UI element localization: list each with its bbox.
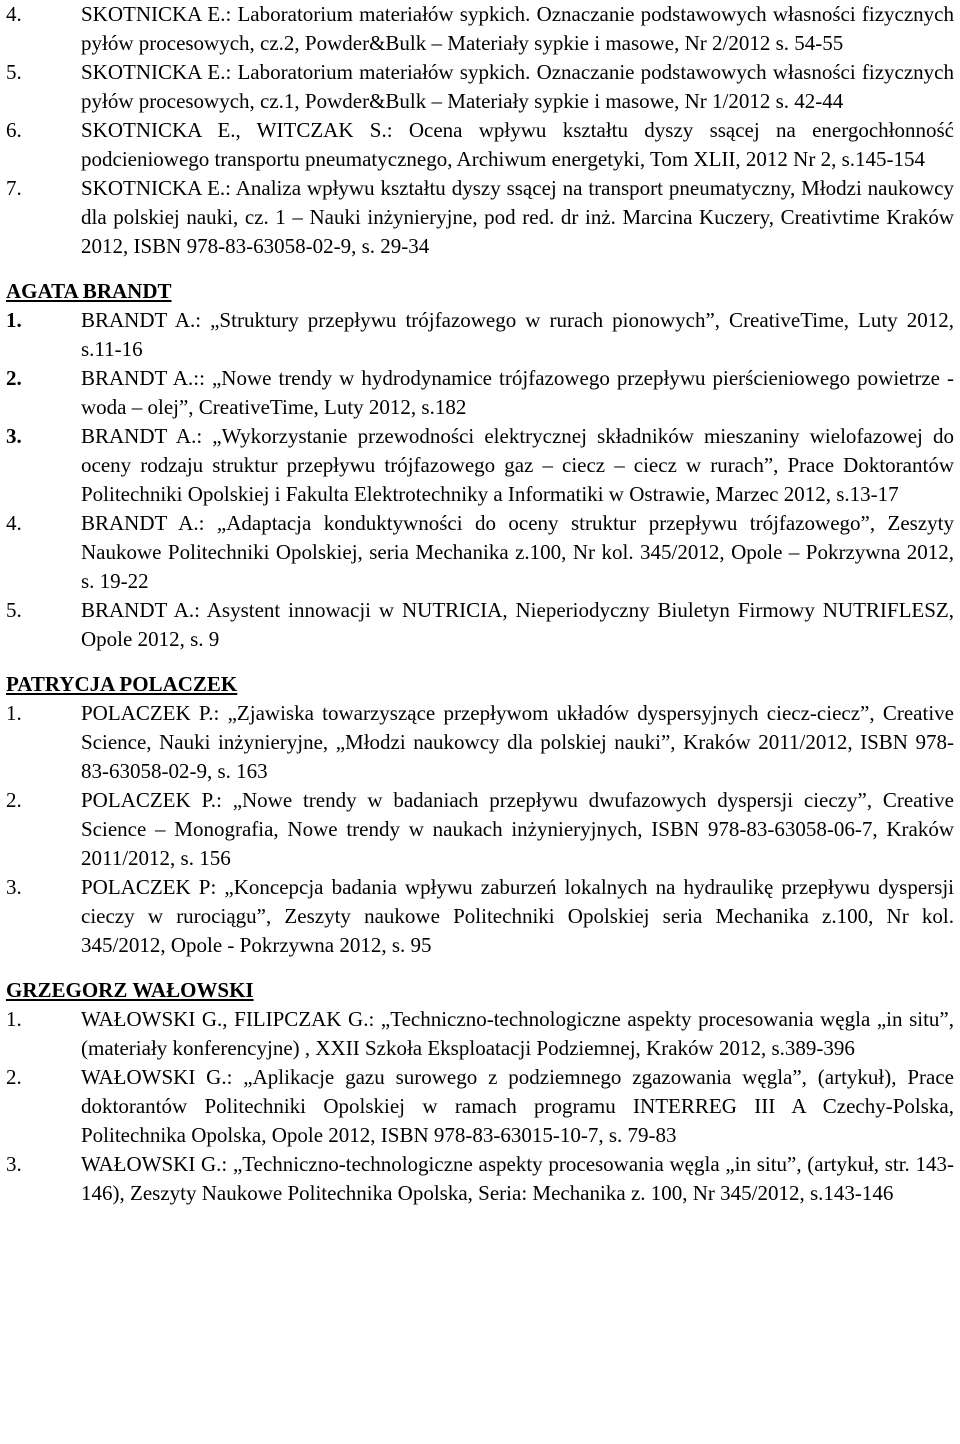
entry-text: : „Aplikacje gazu surowego z podziemnego zgazowania węgla”, (artykuł), Prace doktorantów Politechniki Opolskiej w ramach programu INTERREG III A Czechy-Polska, Politechnika Opolska, Opole 2012, ISBN 978-83-63015-10-7, s. 79-83 <box>81 1065 955 1147</box>
entry-author: BRANDT A. <box>81 511 199 535</box>
entry-number: 4. <box>6 2 22 26</box>
entry-number: 4. <box>6 511 22 535</box>
entry-author: WAŁOWSKI G., FILIPCZAK G. <box>81 1007 369 1031</box>
publication-entry <box>6 699 954 786</box>
entry-number: 5. <box>6 598 22 622</box>
publication-entry <box>6 509 954 596</box>
entry-text: : „Struktury przepływu trójfazowego w rurach pionowych”, CreativeTime, Luty 2012, s.11-16 <box>81 308 954 361</box>
entry-text: : „Koncepcja badania wpływu zaburzeń lokalnych na hydraulikę przepływu dyspersji cieczy w rurociągu”, Zeszyty naukowe Politechniki Opolskiej seria Mechanika z.100, Nr kol. 345/2012, Opole - Pokrzywna 2012, s. 95 <box>81 875 954 957</box>
entry-author: BRANDT A. <box>81 598 195 622</box>
entry-number: 2. <box>6 366 22 390</box>
entry-author: POLACZEK P <box>81 875 211 899</box>
entry-text: : Ocena wpływu kształtu dyszy ssącej na energochłonność podcieniowego transportu pneumatycznego, Archiwum energetyki, Tom XLII, 2012 Nr 2, s.145-154 <box>81 118 954 171</box>
entry-author: WAŁOWSKI G. <box>81 1152 222 1176</box>
entry-number: 2. <box>6 788 22 812</box>
entry-number: 3. <box>6 1152 22 1176</box>
entry-number: 5. <box>6 60 22 84</box>
entry-text: : „Techniczno-technologiczne aspekty procesowania węgla „in situ”, (materiały konferencyjne) , XXII Szkoła Eksploatacji Podziemnej, Kraków 2012, s.389-396 <box>81 1007 955 1060</box>
entry-number: 1. <box>6 308 22 332</box>
section-spacer <box>6 654 954 670</box>
entry-number: 1. <box>6 1007 22 1031</box>
entry-text: : Asystent innowacji w NUTRICIA, Nieperiodyczny Biuletyn Firmowy NUTRIFLESZ, Opole 2012, s. 9 <box>81 598 954 651</box>
publication-entry <box>6 1063 954 1150</box>
entry-author: WAŁOWSKI G. <box>81 1065 227 1089</box>
entry-number: 1. <box>6 701 22 725</box>
entry-author: SKOTNICKA E., WITCZAK S. <box>81 118 387 142</box>
entry-author: POLACZEK P. <box>81 701 214 725</box>
entry-author: BRANDT A. <box>81 308 196 332</box>
publication-entry <box>6 58 954 116</box>
section-heading: GRZEGORZ WAŁOWSKI <box>6 978 254 1002</box>
entry-number: 6. <box>6 118 22 142</box>
publication-entry <box>6 1150 954 1208</box>
section-spacer <box>6 960 954 976</box>
entry-author: SKOTNICKA E. <box>81 176 226 200</box>
entry-text: : „Zjawiska towarzyszące przepływom układów dyspersyjnych ciecz-ciecz”, Creative Science, Nauki inżynieryjne, „Młodzi naukowcy dla polskiej nauki”, Kraków 2011/2012, ISBN 978-83-63058-02-9, s. 163 <box>81 701 954 783</box>
entry-text: :: „Nowe trendy w hydrodynamice trójfazowego przepływu pierścieniowego powietrze - woda – olej”, CreativeTime, Luty 2012, s.182 <box>81 366 955 419</box>
publication-entry <box>6 364 954 422</box>
entry-number: 7. <box>6 176 22 200</box>
publication-entry <box>6 873 954 960</box>
publication-entry <box>6 596 954 654</box>
publication-entry <box>6 1005 954 1063</box>
entry-author: BRANDT A. <box>81 424 197 448</box>
entry-text: : Laboratorium materiałów sypkich. Oznaczanie podstawowych własności fizycznych pyłów procesowych, cz.2, Powder&Bulk – Materiały sypkie i masowe, Nr 2/2012 s. 54-55 <box>81 2 954 55</box>
publication-entry <box>6 422 954 509</box>
publication-list-skotnicka <box>6 0 954 261</box>
section-heading: PATRYCJA POLACZEK <box>6 672 238 696</box>
entry-text: : „Adaptacja konduktywności do oceny struktur przepływu trójfazowego”, Zeszyty Naukowe Politechniki Opolskiej, seria Mechanika z.100, Nr kol. 345/2012, Opole – Pokrzywna 2012, s. 19-22 <box>81 511 954 593</box>
entry-text: : „Techniczno-technologiczne aspekty procesowania węgla „in situ”, (artykuł, str. 143-146), Zeszyty Naukowe Politechnika Opolska, Seria: Mechanika z. 100, Nr 345/2012, s.143-146 <box>81 1152 954 1205</box>
section-polaczek <box>6 670 954 960</box>
entry-author: BRANDT A. <box>81 366 194 390</box>
entry-number: 2. <box>6 1065 22 1089</box>
entry-number: 3. <box>6 424 22 448</box>
entry-text: : „Wykorzystanie przewodności elektrycznej składników mieszaniny wielofazowej do oceny rodzaju struktur przepływu trójfazowego gaz – ciecz – ciecz w rurach”, Prace Doktorantów Politechniki Opolskiej i Fakulta Elektrotechniky a Informatiki w Ostrawie, Marzec 2012, s.13-17 <box>81 424 954 506</box>
entry-author: SKOTNICKA E. <box>81 2 226 26</box>
section-brandt <box>6 277 954 654</box>
section-spacer <box>6 261 954 277</box>
publication-entry <box>6 786 954 873</box>
entry-author: POLACZEK P. <box>81 788 217 812</box>
entry-author: SKOTNICKA E. <box>81 60 226 84</box>
publication-entry <box>6 0 954 58</box>
entry-number: 3. <box>6 875 22 899</box>
publication-entry <box>6 116 954 174</box>
entry-text: : Analiza wpływu kształtu dyszy ssącej na transport pneumatyczny, Młodzi naukowcy dla polskiej nauki, cz. 1 – Nauki inżynieryjne, pod red. dr inż. Marcina Kuczery, Creativtime Kraków 2012, ISBN 978-83-63058-02-9, s. 29-34 <box>81 176 954 258</box>
publication-entry <box>6 174 954 261</box>
publication-entry <box>6 306 954 364</box>
entry-text: : Laboratorium materiałów sypkich. Oznaczanie podstawowych własności fizycznych pyłów procesowych, cz.1, Powder&Bulk – Materiały sypkie i masowe, Nr 1/2012 s. 42-44 <box>81 60 954 113</box>
section-walowski <box>6 976 954 1208</box>
section-heading: AGATA BRANDT <box>6 279 172 303</box>
entry-text: : „Nowe trendy w badaniach przepływu dwufazowych dyspersji cieczy”, Creative Science – Monografia, Nowe trendy w naukach inżynieryjnych, ISBN 978-83-63058-06-7, Kraków 2011/2012, s. 156 <box>81 788 954 870</box>
